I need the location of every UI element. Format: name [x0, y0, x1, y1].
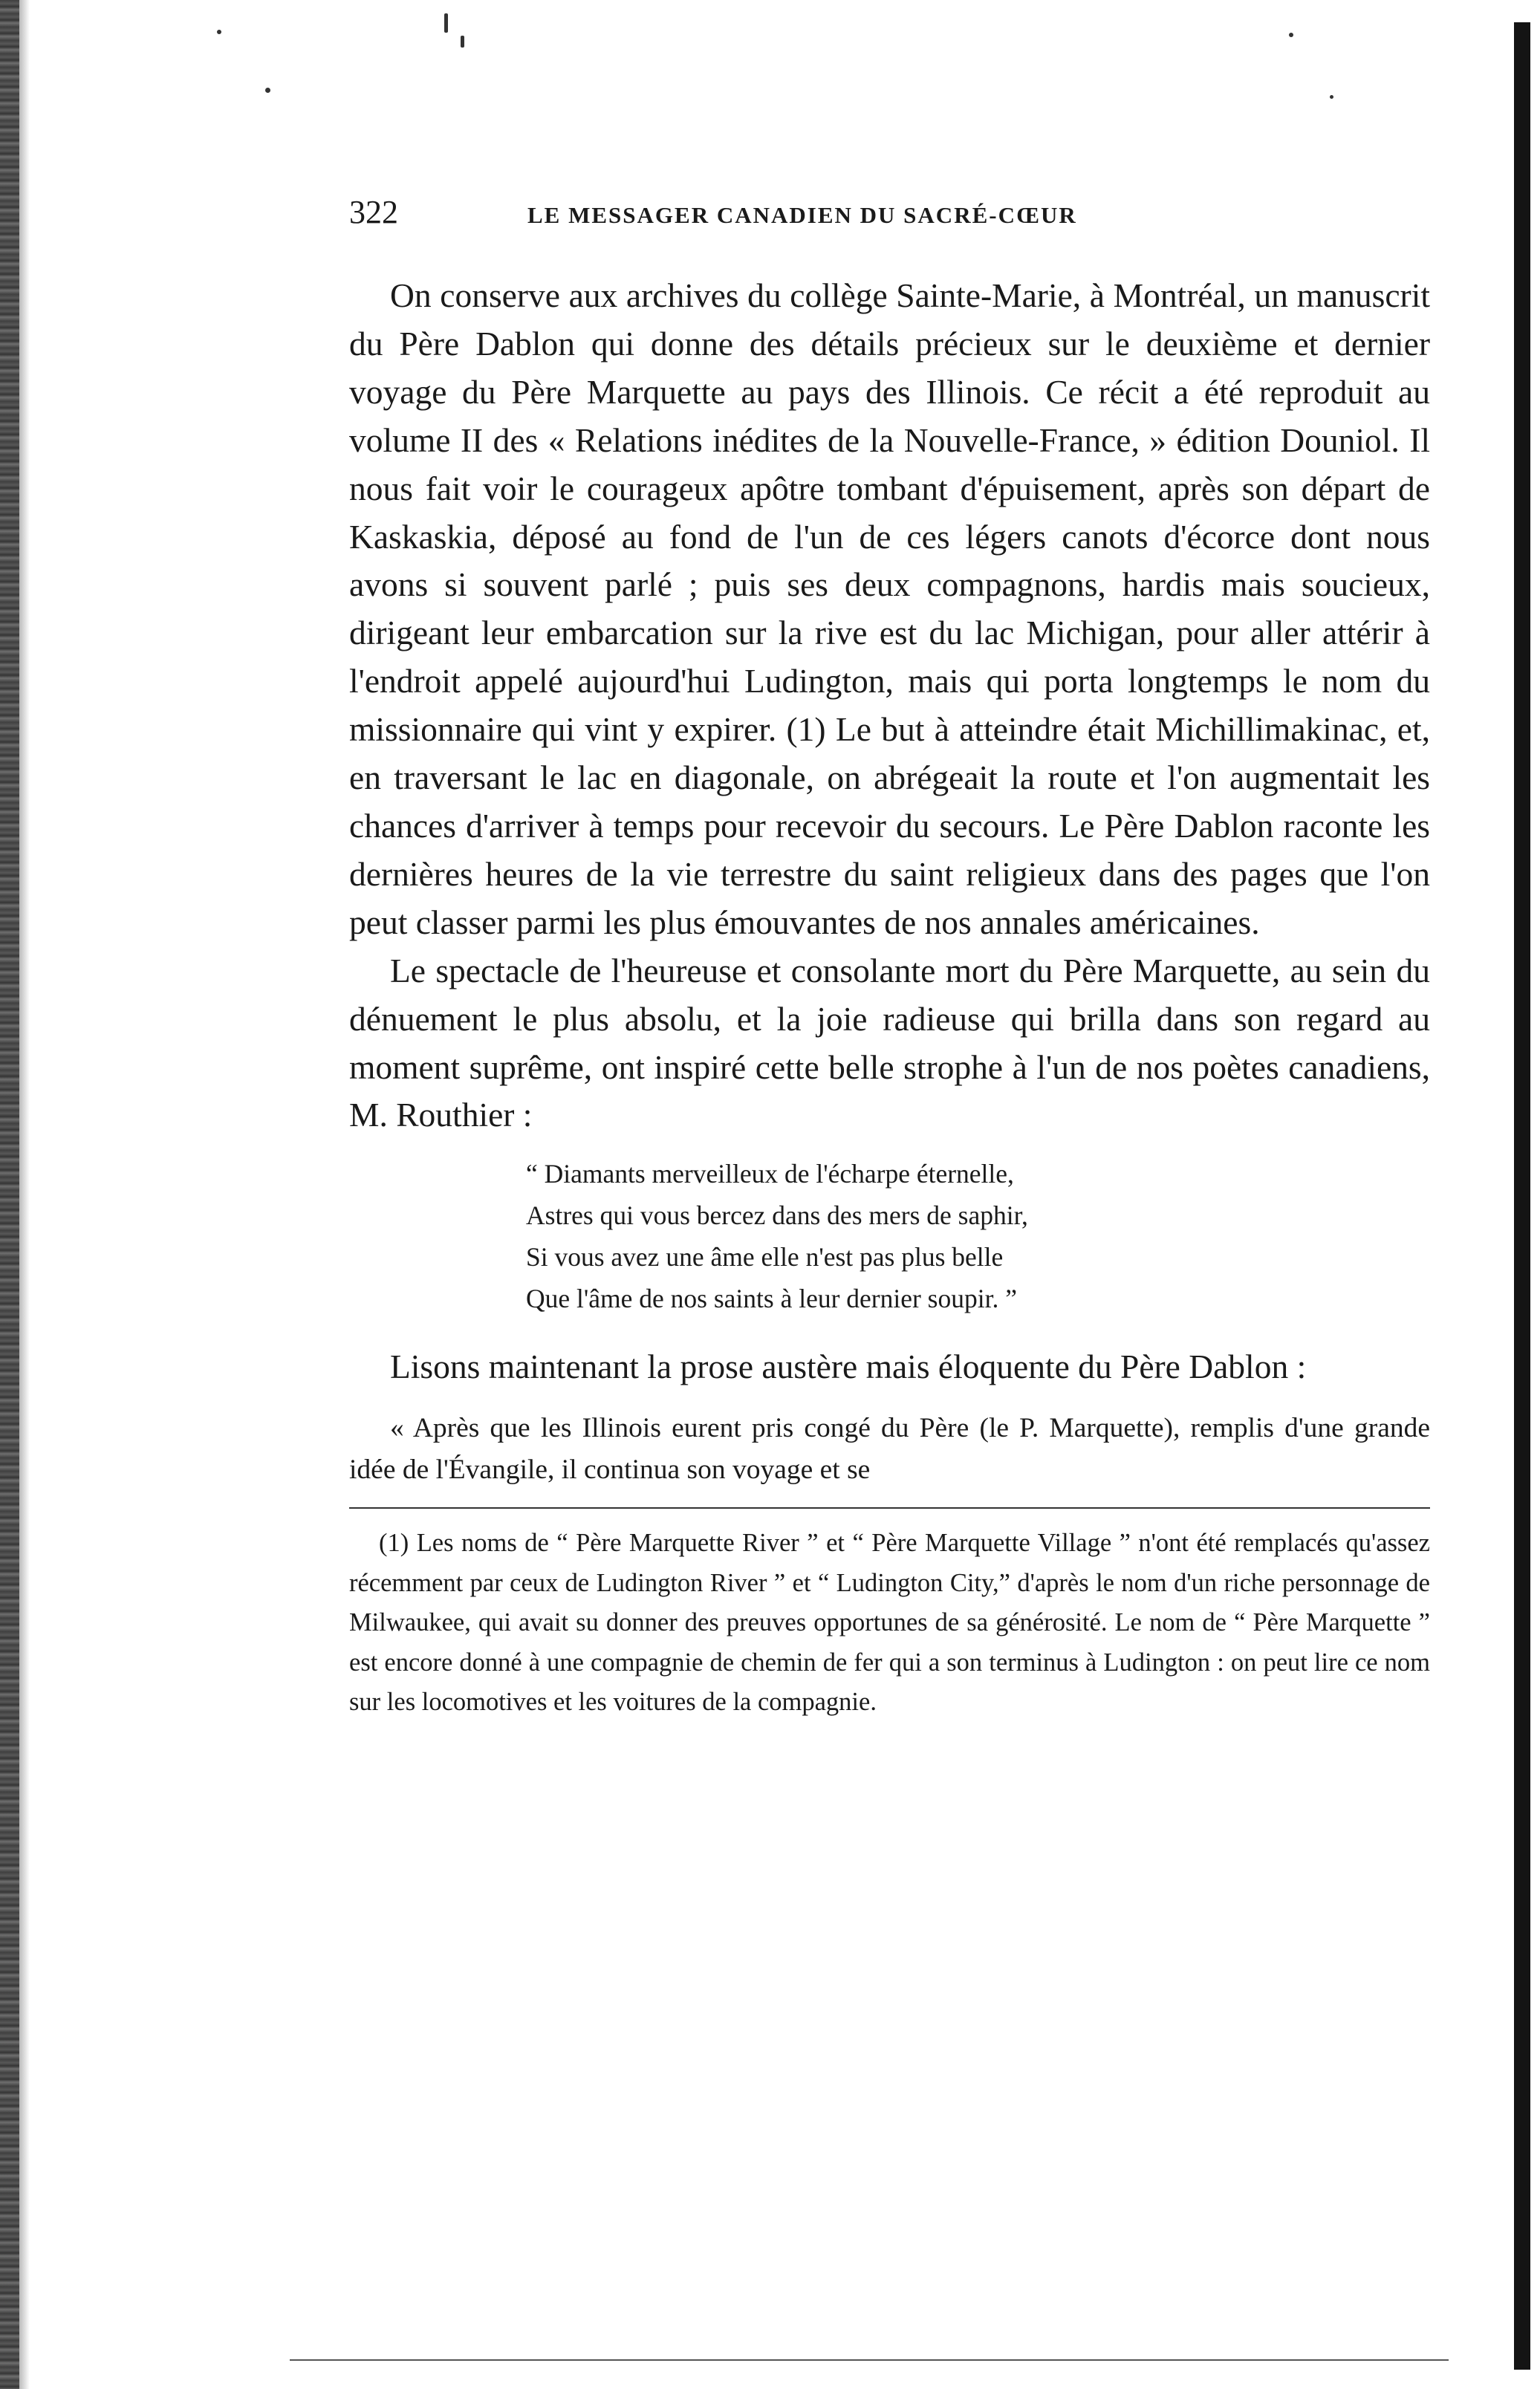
- scan-speck: [1289, 33, 1293, 37]
- scan-left-shadow: [19, 0, 30, 2389]
- scan-bottom-edge: [290, 2359, 1449, 2361]
- running-title: LE MESSAGER CANADIEN DU SACRÉ-CŒUR: [527, 202, 1077, 228]
- scan-speck: [217, 30, 221, 34]
- scan-speck: [265, 88, 270, 93]
- paragraph: Lisons maintenant la prose austère mais éloquente du Père Dablon :: [390, 1348, 1307, 1386]
- scan-right-edge: [1514, 22, 1530, 2370]
- footnote: (1) Les noms de “ Père Marquette River ” et “ Père Marquette Village ” n'ont été remplacés qu'assez récemment par ceux de Ludington River ” et “ Ludington City,” d'après le nom d'un riche personnage de Milwaukee, qui avait su donner des preuves opportunes de sa générosité. Le nom de “ Père Marquette ” est encore donné à une compagnie de chemin de fer qui a son terminus à Ludington : on peut lire ce nom sur les locomotives et les voitures de la compagnie.: [349, 1529, 1430, 1717]
- poem-stanza: [526, 1153, 1430, 1319]
- poem-line: Si vous avez une âme elle n'est pas plus belle: [526, 1242, 1004, 1272]
- footnote-divider: [349, 1507, 1430, 1509]
- scan-speck: [1330, 95, 1333, 99]
- scan-speck: [461, 36, 464, 48]
- poem-line: “ Diamants merveilleux de l'écharpe éternelle,: [526, 1159, 1014, 1189]
- poem-line: Astres qui vous bercez dans des mers de saphir,: [526, 1200, 1028, 1231]
- paragraph: On conserve aux archives du collège Sainte-Marie, à Montréal, un manuscrit du Père Dablon qui donne des détails précieux sur le deuxième et dernier voyage du Père Marquette au pays des Illinois. Ce récit a été reproduit au volume II des « Relations inédites de la Nouvelle-France, » édition Douniol. Il nous fait voir le courageux apôtre tombant d'épuisement, après son départ de Kaskaskia, déposé au fond de l'un de ces légers canots d'écorce dont nous avons si souvent parlé ; puis ses deux compagnons, hardis mais soucieux, dirigeant leur embarcation sur la rive est du lac Michigan, pour aller attérir à l'endroit appelé aujourd'hui Ludington, mais qui porta longtemps le nom du missionnaire qui vint y expirer. (1) Le but à atteindre était Michillimakinac, et, en traversant le lac en diagonale, on abrégeait la route et l'on augmentait les chances d'arriver à temps pour recevoir du secours. Le Père Dablon raconte les dernières heures de la vie terrestre du saint religieux dans des pages que l'on peut classer parmi les plus émouvantes de nos annales américaines.: [349, 276, 1430, 941]
- scan-left-edge: [0, 0, 19, 2389]
- page-number: 322: [349, 194, 398, 230]
- block-quote: « Après que les Illinois eurent pris congé du Père (le P. Marquette), remplis d'une grande idée de l'Évangile, il continua son voyage et se: [349, 1413, 1430, 1486]
- scan-speck: [444, 13, 448, 33]
- running-header: [349, 190, 1430, 242]
- paragraph: Le spectacle de l'heureuse et consolante mort du Père Marquette, au sein du dénuement le plus absolu, et la joie radieuse qui brilla dans son regard au moment suprême, ont inspiré cette belle strophe à l'un de nos poètes canadiens, M. Routhier :: [349, 951, 1430, 1134]
- page: [349, 190, 1430, 1723]
- poem-line: Que l'âme de nos saints à leur dernier soupir. ”: [526, 1284, 1017, 1314]
- body-text: [349, 272, 1430, 1391]
